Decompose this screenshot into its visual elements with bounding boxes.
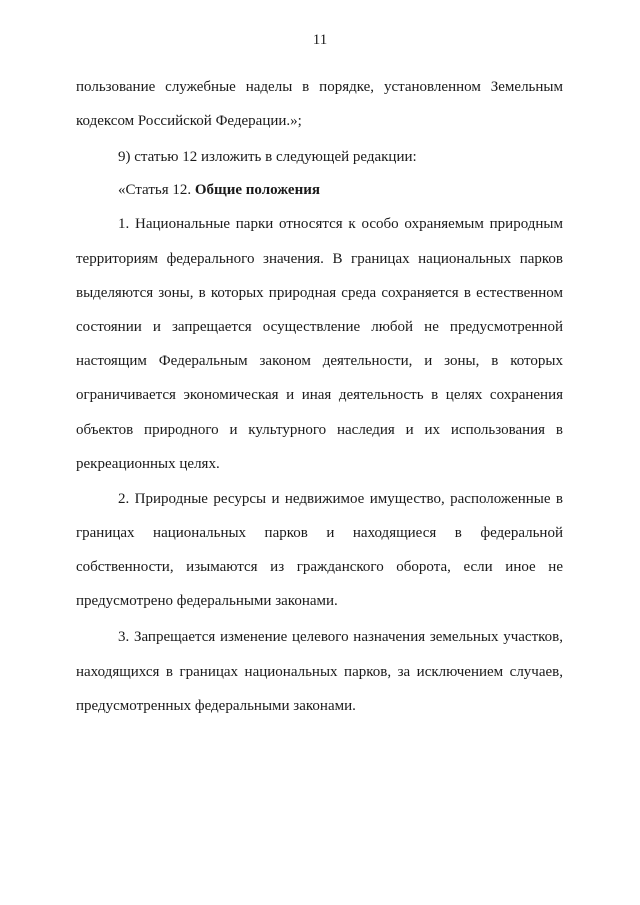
text-line: предусмотренных федеральными законами. — [76, 698, 356, 714]
text-line: территориям федерального значения. В границах национальных парков — [76, 251, 563, 267]
text-line: рекреационных целях. — [76, 456, 220, 472]
text-line: объектов природного и культурного наследия и их использования в — [76, 422, 563, 438]
text-line: границах национальных парков и находящиеся в федеральной — [76, 525, 563, 541]
text-line: 3. Запрещается изменение целевого назначения земельных участков, — [118, 629, 563, 645]
text-line: предусмотрено федеральными законами. — [76, 593, 338, 609]
text-line: собственности, изымаются из гражданского оборота, если иное не — [76, 559, 563, 575]
text-line: 1. Национальные парки относятся к особо охраняемым природным — [118, 216, 563, 232]
text-line: состоянии и запрещается осуществление любой не предусмотренной — [76, 319, 563, 335]
text-line: настоящим Федеральным законом деятельности, и зоны, в которых — [76, 353, 563, 369]
text-line: пользование служебные наделы в порядке, установленном Земельным — [76, 79, 563, 95]
text-line: находящихся в границах национальных парков, за исключением случаев, — [76, 664, 563, 680]
text-line: выделяются зоны, в которых природная среда сохраняется в естественном — [76, 285, 563, 301]
page-number: 11 — [312, 32, 328, 48]
text-line: ограничивается экономическая и иная деятельность в целях сохранения — [76, 387, 563, 403]
text-line: 2. Природные ресурсы и недвижимое имущество, расположенные в — [118, 491, 563, 507]
text-line: кодексом Российской Федерации.»; — [76, 113, 302, 129]
article-heading — [118, 180, 320, 200]
article-number: «Статья 12. — [118, 182, 195, 198]
article-title: Общие положения — [194, 182, 320, 198]
text-line: 9) статью 12 изложить в следующей редакции: — [118, 149, 417, 165]
